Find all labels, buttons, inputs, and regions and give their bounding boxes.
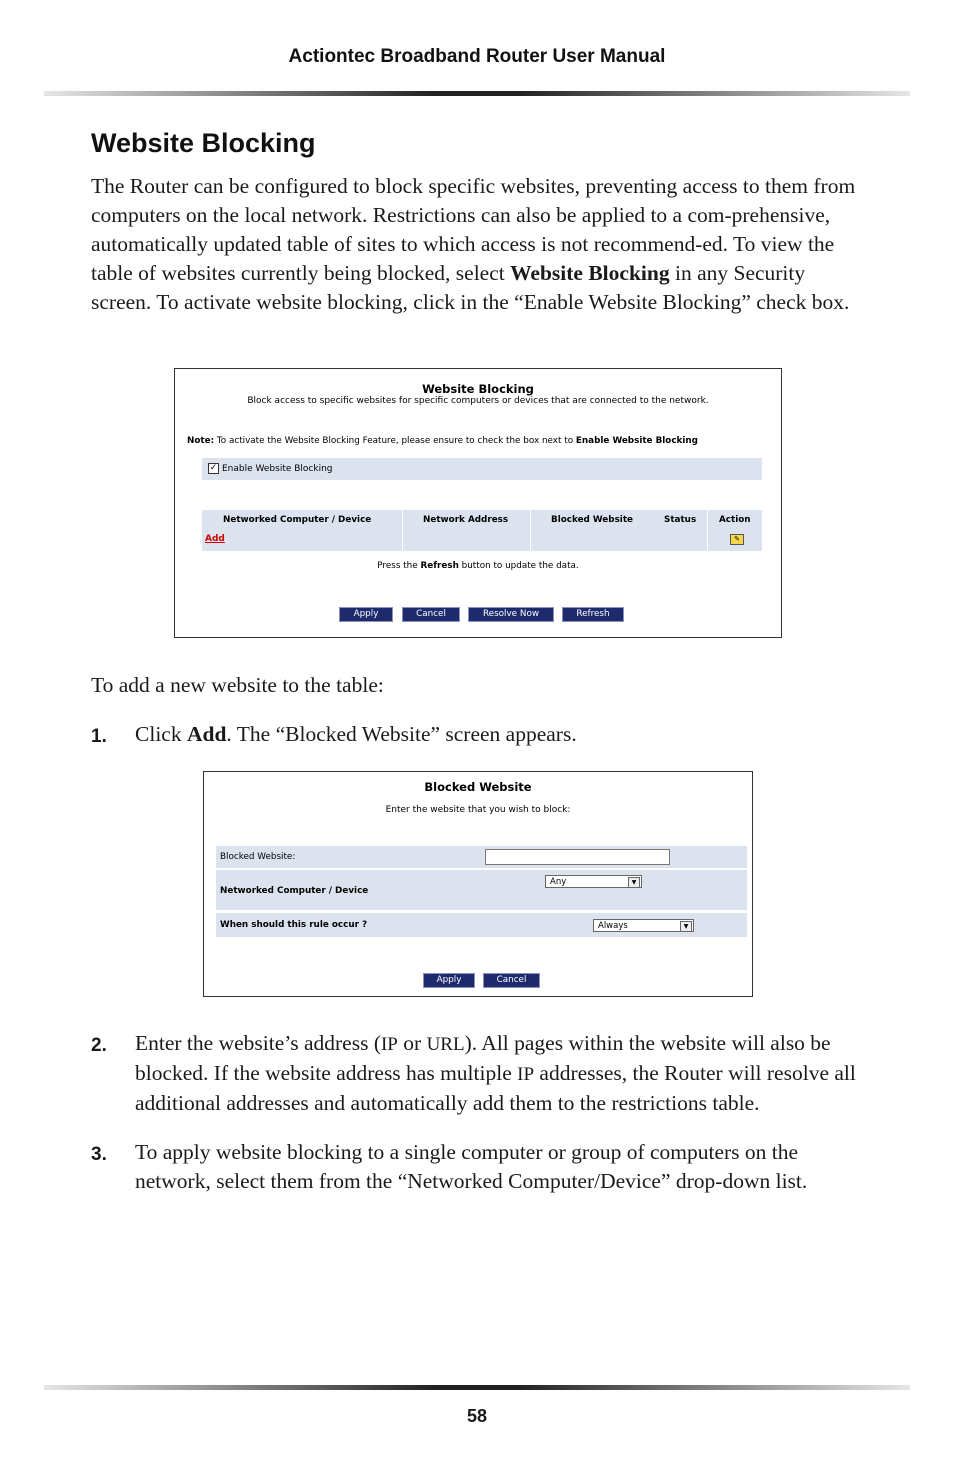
column-divider xyxy=(707,510,708,551)
add-link[interactable]: Add xyxy=(205,534,225,544)
running-header: Actiontec Broadband Router User Manual xyxy=(288,46,666,67)
step2-text-1: Enter the website’s address ( xyxy=(135,1031,381,1055)
hint-text-2: button to update the data. xyxy=(458,561,579,571)
apply-button[interactable]: Apply xyxy=(423,973,475,988)
blocked-sites-table xyxy=(202,510,762,551)
column-divider xyxy=(530,510,531,551)
step2-text-4: addresses, the Router will resolve all additional addresses and automatically add them to the restrictions table. xyxy=(135,1061,856,1115)
step2-text-3: ). All pages within the website will also be blocked. If the website address has multiple xyxy=(135,1031,831,1085)
column-header-action: Action xyxy=(719,515,751,525)
device-selected-value: Any xyxy=(550,877,567,887)
column-divider xyxy=(402,510,403,551)
screen-subtitle: Block access to specific websites for specific computers or devices that are connected to the network. xyxy=(247,396,709,406)
screen-title: Blocked Website xyxy=(424,780,532,794)
column-header-website: Blocked Website xyxy=(551,515,633,525)
website-blocking-screenshot xyxy=(174,368,782,638)
intro-text-1: The Router can be configured to block specific websites, preventing access to them from computers on the local network. Restrictions can also be applied to a com-prehensive, automatically updated table of sites to which access is not recommend-ed. To view the table of websites currently being blocked, select xyxy=(91,174,856,285)
edit-icon[interactable]: ✎ xyxy=(730,534,744,545)
screen-title: Website Blocking xyxy=(422,382,534,396)
refresh-button[interactable]: Refresh xyxy=(562,607,624,622)
hint-bold: Refresh xyxy=(420,561,459,571)
add-intro: To add a new website to the table: xyxy=(91,673,384,697)
hint-text-1: Press the xyxy=(377,561,421,571)
section-title: Website Blocking xyxy=(91,128,316,158)
blocked-website-input[interactable] xyxy=(485,849,670,865)
step2-url: URL xyxy=(426,1034,465,1055)
device-label: Networked Computer / Device xyxy=(220,886,369,896)
enable-blocking-row xyxy=(202,458,762,480)
chevron-down-icon: ▼ xyxy=(628,877,640,888)
header-rule xyxy=(44,91,910,96)
column-header-device: Networked Computer / Device xyxy=(223,515,372,525)
step1-bold: Add xyxy=(186,722,227,746)
blocked-website-label: Blocked Website: xyxy=(220,852,296,862)
note-text xyxy=(187,436,698,446)
column-header-address: Network Address xyxy=(423,515,509,525)
chevron-down-icon: ▼ xyxy=(680,921,692,932)
device-select[interactable] xyxy=(545,875,642,888)
step1-text-2: . The “Blocked Website” screen appears. xyxy=(226,722,577,746)
enable-blocking-label: Enable Website Blocking xyxy=(222,464,333,474)
apply-button[interactable]: Apply xyxy=(339,607,393,622)
step-number: 1. xyxy=(91,726,107,747)
refresh-hint xyxy=(175,561,781,571)
step2-ip: IP xyxy=(380,1034,398,1055)
step-text xyxy=(135,1029,869,1118)
page-number: 58 xyxy=(466,1406,488,1426)
intro-bold: Website Blocking xyxy=(510,261,670,285)
enable-blocking-checkbox[interactable]: ✓ xyxy=(209,463,218,473)
step1-text-1: Click xyxy=(135,722,187,746)
screen-subtitle: Enter the website that you wish to block: xyxy=(385,805,571,815)
step-text xyxy=(135,720,869,749)
step-number: 2. xyxy=(91,1035,107,1056)
note-label: Note: xyxy=(187,436,215,446)
intro-text-2: in any Security screen. To activate website blocking, click in the “Enable Website Blocking” check box. xyxy=(91,261,850,314)
step-text: To apply website blocking to a single computer or group of computers on the network, select them from the “Networked Computer/Device” drop-down list. xyxy=(135,1140,808,1193)
intro-paragraph xyxy=(91,172,867,317)
step-number: 3. xyxy=(91,1144,107,1165)
step2-text-2: or xyxy=(397,1031,427,1055)
note-bold: Enable Website Blocking xyxy=(575,436,698,446)
note-body: To activate the Website Blocking Feature, please ensure to check the box next to xyxy=(214,436,576,446)
cancel-button[interactable]: Cancel xyxy=(483,973,540,988)
schedule-label: When should this rule occur ? xyxy=(220,920,368,930)
blocked-website-screenshot xyxy=(203,771,753,997)
column-header-status: Status xyxy=(664,515,697,525)
schedule-selected-value: Always xyxy=(598,921,628,931)
resolve-now-button[interactable]: Resolve Now xyxy=(468,607,554,622)
schedule-select[interactable] xyxy=(593,919,694,932)
footer-rule xyxy=(44,1385,910,1390)
step2-ip-2: IP xyxy=(517,1064,535,1085)
cancel-button[interactable]: Cancel xyxy=(402,607,460,622)
